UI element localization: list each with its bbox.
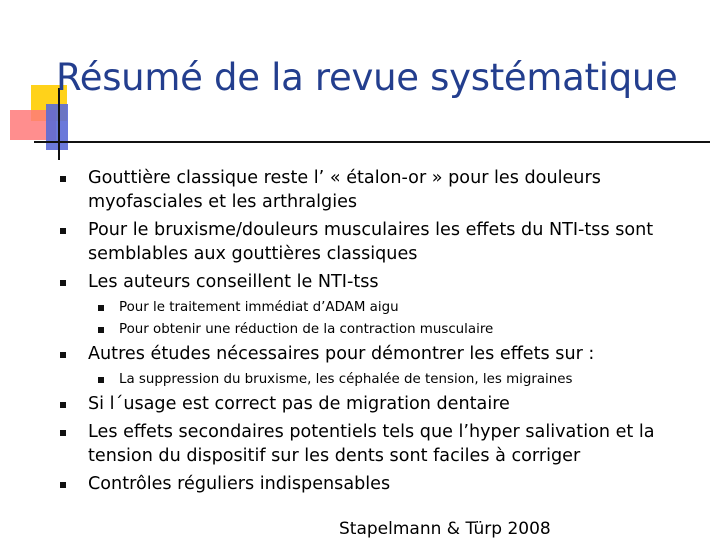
bullet-item (88, 218, 673, 270)
square-bullet-icon (60, 402, 66, 408)
bullet-text: Pour obtenir une réduction de la contraction musculaire (119, 322, 494, 337)
bullet-text: La suppression du bruxisme, les céphalée de tension, les migraines (119, 372, 573, 387)
square-bullet-icon (98, 305, 104, 311)
bullet-item (88, 472, 673, 500)
square-bullet-icon (60, 176, 66, 182)
bullet-text: Contrôles réguliers indispensables (88, 474, 391, 494)
square-bullet-icon (98, 377, 104, 383)
bullet-item (88, 270, 673, 298)
bullet-list (0, 166, 720, 500)
bullet-item (88, 342, 673, 370)
square-bullet-icon (60, 482, 66, 488)
square-bullet-icon (60, 228, 66, 234)
slide-title: Résumé de la revue systématique (56, 56, 678, 99)
bullet-text: Gouttière classique reste l’ « étalon-or » pour les douleurs myofasciales et les arthralgies (88, 168, 601, 212)
bullet-item (88, 166, 673, 218)
sub-bullet-item (119, 298, 679, 320)
bullet-item (88, 392, 673, 420)
bullet-text: Pour le traitement immédiat d’ADAM aigu (119, 300, 399, 315)
citation: Stapelmann & Türp 2008 (339, 519, 551, 539)
title-horizontal-rule (34, 141, 710, 143)
square-bullet-icon (60, 430, 66, 436)
bullet-text: Les auteurs conseillent le NTI-tss (88, 272, 379, 292)
bullet-text: Si l´usage est correct pas de migration dentaire (88, 394, 510, 414)
sub-bullet-item (119, 320, 679, 342)
square-bullet-icon (60, 280, 66, 286)
logo-blue-square (46, 104, 68, 150)
square-bullet-icon (60, 352, 66, 358)
bullet-text: Autres études nécessaires pour démontrer les effets sur : (88, 344, 595, 364)
sub-bullet-item (119, 370, 679, 392)
bullet-item (88, 420, 673, 472)
square-bullet-icon (98, 327, 104, 333)
bullet-text: Les effets secondaires potentiels tels que l’hyper salivation et la tension du dispositif sur les dents sont faciles à corriger (88, 422, 655, 466)
bullet-text: Pour le bruxisme/douleurs musculaires les effets du NTI-tss sont semblables aux gouttières classiques (88, 220, 654, 264)
